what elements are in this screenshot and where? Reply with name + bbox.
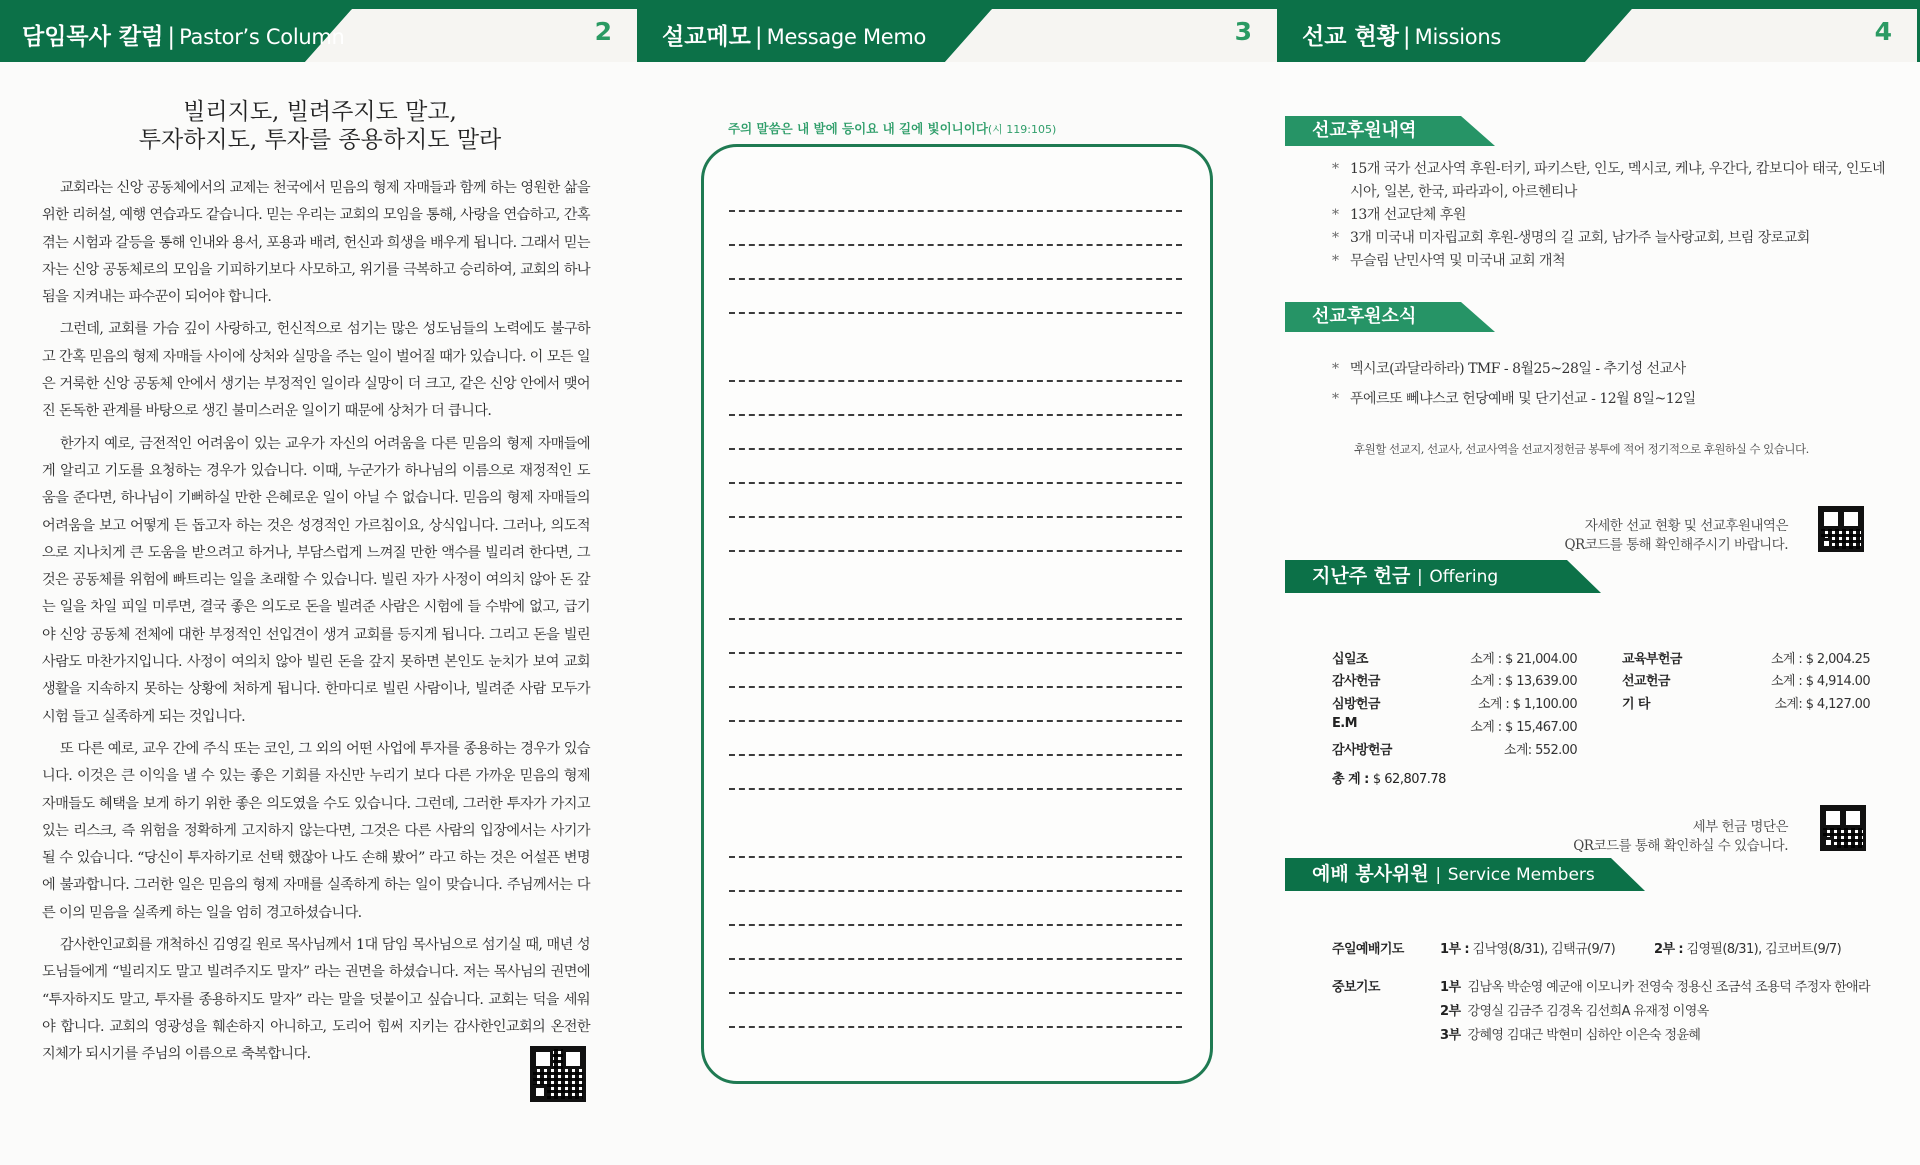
support-news-list (1330, 354, 1890, 414)
column-body (42, 175, 590, 1074)
paragraph: 한가지 예로, 금전적인 어려움이 있는 교우가 자신의 어려움을 다른 믿음의 형제 자매들에게 알리고 기도를 요청하는 경우가 있습니다. 이때, 누군가가 하나님의 이름으로 재정적인 도움을 준다면, 하나님이 기뻐하실 만한 은혜로운 일이 아닐 수 없습니다. 믿음의 형제 자매들의 어려움을 보고 어떻게 든 돕고자 하는 것은 성경적인 가르침이요, 상식입니다. 그러나, 의도적으로 지나치게 큰 도움을 받으려고 하거나, 부담스럽게 느껴질 만한 액수를 빌리려 한다면, 그것은 공동체를 위험에 빠트리는 일을 초래할 수 있습니다. 빌린 자가 사정이 여의치 않아 돈 갚는 일을 차일 피일 미루면, 결국 좋은 의도로 돈을 빌려준 사람은 시험에 들 수밖에 없고, 급기야 신앙 공동체 전체에 대한 부정적인 선입견이 생겨 교회를 등지게 됩니다. 그리고 돈을 빌린 사람도 마찬가지입니다. 사정이 여의치 않아 빌린 돈을 갚지 못하면 본인도 눈치가 보여 교회생활을 지속하지 못하는 상황에 처하게 됩니다. 한마디로 빌린 사람이나, 빌려준 사람 모두가 시험 들고 실족하게 되는 것입니다. (42, 435, 590, 725)
memo-line (729, 618, 1182, 620)
memo-line (729, 754, 1182, 756)
memo-line (729, 516, 1182, 518)
memo-line (729, 992, 1182, 994)
section-band-offering: 지난주 헌금 | Offering (1285, 560, 1601, 593)
memo-line (729, 788, 1182, 790)
paragraph: 감사한인교회를 개척하신 김영길 원로 목사님께서 1대 담임 목사님으로 섬기실 때, 매년 성도님들에게 “빌리지도 말고 빌려주지도 말자” 라는 권면을 하셨습니다. 저는 목사님의 권면에 “투자하지도 말고, 투자를 종용하지도 말자” 라는 말을 덧붙이고 싶습니다. 교회는 덕을 세워야 합니다. 교회의 영광성을 훼손하지 아니하고, 도리어 힘써 지키는 감사한인교회의 온전한 지체가 되시기를 주님의 이름으로 축복합니다. (42, 937, 590, 1063)
missions-page (1280, 0, 1920, 1165)
qr-code-icon[interactable] (1818, 506, 1864, 552)
qr-note-offering: 세부 헌금 명단은 QR코드를 통해 확인하실 수 있습니다. (1573, 819, 1788, 854)
memo-line (729, 720, 1182, 722)
offering-table: 십일조 소계 : $ 21,004.00 감사헌금 소계 : $ 13,639.00 심방헌금 소계 : $ 1,100.00 E.M 소계 : $ 15,467.00 감사방헌금 소계: 552.00 교육부헌금 소계 : $ 2,004.25 선교헌금 소계 : $ 4,914.00 기 타 소계: $ 4,127.00 (1332, 652, 1870, 758)
page-number: 3 (1234, 17, 1252, 46)
offering-total: 총 계 : $ 62,807.78 (1332, 772, 1446, 787)
memo-writing-area[interactable] (701, 144, 1213, 1084)
section-band-support-history: 선교후원내역 (1285, 116, 1495, 146)
qr-code-icon[interactable] (1820, 805, 1866, 851)
qr-note-missions: 자세한 선교 현황 및 선교후원내역은 QR코드를 통해 확인해주시기 바랍니다. (1564, 518, 1788, 553)
page-number: 4 (1874, 17, 1892, 46)
page-title: 설교메모 | Message Memo (662, 24, 927, 50)
support-note: 후원할 선교지, 선교사, 선교사역을 선교지정헌금 봉투에 적어 정기적으로 후원하실 수 있습니다. (1354, 442, 1809, 456)
list-item: * 15개 국가 선교사역 후원-터키, 파키스탄, 인도, 멕시코, 케냐, 우간다, 캄보디아 태국, 인도네시아, 일본, 한국, 파라과이, 아르헨티나 (1330, 158, 1890, 204)
memo-line (729, 958, 1182, 960)
service-members-table: 주일예배기도 1부 : 김낙영(8/31), 김택규(9/7) 2부 : 김영필(8/31), 김코버트(9/7) 중보기도 1부 김남옥 박순영 예군애 이모니카 전영숙 정용신 조금석 조용덕 주정자 한애라 2부 강영실 김금주 김경옥 김선희A 유재정 이영옥 3부 강혜영 김대근 박현미 심하안 이은숙 정윤혜 (1332, 942, 1870, 1043)
memo-line (729, 244, 1182, 246)
memo-line (729, 652, 1182, 654)
list-item: * 3개 미국내 미자립교회 후원-생명의 길 교회, 남가주 늘사랑교회, 브림 장로교회 (1330, 227, 1890, 250)
pastors-column-page (0, 0, 640, 1165)
paragraph: 그런데, 교회를 가슴 깊이 사랑하고, 헌신적으로 섬기는 많은 성도님들의 노력에도 불구하고 간혹 믿음의 형제 자매들 사이에 상처와 실망을 주는 일이 벌어질 때가 있습니다. 이 모든 일은 거룩한 신앙 공동체 안에서 생기는 부정적인 일이라 실망이 더 크고, 같은 신앙 안에서 맺어진 돈독한 관계를 바탕으로 생긴 불미스러운 일이기 때문에 상처가 더 큽니다. (42, 321, 590, 420)
memo-line (729, 380, 1182, 382)
paragraph: 또 다른 예로, 교우 간에 주식 또는 코인, 그 외의 어떤 사업에 투자를 종용하는 경우가 있습니다. 이것은 큰 이익을 낼 수 있는 좋은 기회를 자신만 누리기 보다 다른 가까운 믿음의 형제 자매들도 혜택을 보게 하기 위한 좋은 의도였을 수도 있습니다. 그런데, 그러한 투자가 가지고 있는 리스크, 즉 위험을 정확하게 고지하지 않는다면, 그것은 다른 사람의 입장에서는 사기가 될 수 있습니다. “당신이 투자하기로 선택 했잖아 나도 손해 봤어” 라고 하는 것은 어설픈 변명에 불과합니다. 그러한 일은 믿음의 형제 자매를 실족하게 하는 일이 맞습니다. 주님께서는 다른 이의 믿음을 실족케 하는 일을 엄히 경고하셨습니다. (42, 740, 590, 921)
section-band-support-news: 선교후원소식 (1285, 302, 1495, 332)
memo-line (729, 414, 1182, 416)
list-item: * 멕시코(과달라하라) TMF - 8월25~28일 - 추기성 선교사 (1330, 354, 1890, 384)
scripture-verse: 주의 말씀은 내 발에 등이요 내 길에 빛이니이다(시 119:105) (728, 121, 1057, 136)
memo-line (729, 890, 1182, 892)
memo-line (729, 482, 1182, 484)
column-title: 빌리지도, 빌려주지도 말고, 투자하지도, 투자를 종용하지도 말라 (138, 99, 502, 153)
page-header (0, 0, 640, 62)
list-item: * 무슬림 난민사역 및 미국내 교회 개척 (1330, 250, 1890, 273)
memo-line (729, 210, 1182, 212)
section-band-service-members: 예배 봉사위원 | Service Members (1285, 858, 1645, 891)
memo-line (729, 448, 1182, 450)
paragraph: 교회라는 신앙 공동체에서의 교제는 천국에서 믿음의 형제 자매들과 함께 하는 영원한 삶을 위한 리허설, 예행 연습과도 같습니다. 믿는 우리는 교회의 모임을 통해, 사랑을 연습하고, 간혹 겪는 시험과 갈등을 통해 인내와 용서, 포용과 배려, 헌신과 희생을 배우게 됩니다. 그래서 믿는 자는 신앙 공동체로의 모임을 기피하기보다 사모하고, 위기를 극복하고 승리하여, 교회의 하나됨을 지켜내는 파수꾼이 되어야 합니다. (42, 180, 590, 306)
page-number: 2 (594, 17, 612, 46)
support-history-list (1330, 158, 1890, 273)
memo-line (729, 686, 1182, 688)
memo-line (729, 1026, 1182, 1028)
memo-line (729, 312, 1182, 314)
page-header (1280, 0, 1920, 62)
page-title: 선교 현황 | Missions (1302, 24, 1502, 50)
list-item: * 13개 선교단체 후원 (1330, 204, 1890, 227)
memo-line (729, 278, 1182, 280)
page-header (640, 0, 1280, 62)
memo-line (729, 856, 1182, 858)
page-title: 담임목사 칼럼 | Pastor’s Column (22, 24, 345, 50)
memo-line (729, 550, 1182, 552)
qr-code-icon[interactable] (530, 1046, 586, 1102)
message-memo-page (640, 0, 1280, 1165)
list-item: * 푸에르또 뻬냐스코 헌당예배 및 단기선교 - 12월 8일~12일 (1330, 384, 1890, 414)
memo-line (729, 924, 1182, 926)
